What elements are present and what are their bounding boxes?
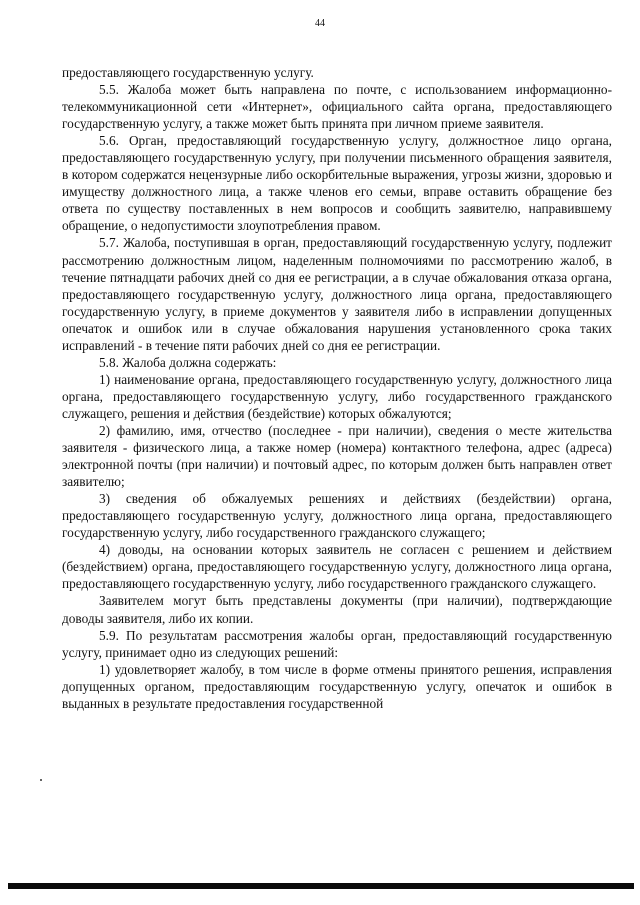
paragraph-5-8: 5.8. Жалоба должна содержать:	[99, 354, 277, 370]
bottom-scan-rule	[8, 883, 634, 889]
paragraph-5-7: 5.7. Жалоба, поступившая в орган, предоставляющий государственную услугу, подлежит рассмотрению должностным лицом, наделенным полномочиями по рассмотрению жалоб, в течение пятнадцати рабочих дней со дня ее регистрации, а в случае обжалования отказа органа, предоставляющего государственную услугу, должностного лица органа, предоставляющего государственную услугу, в приеме документов у заявителя либо в исправлении допущенных опечаток и ошибок или в случае обжалования нарушения установленного срока таких исправлений - в течение пяти рабочих дней со дня ее регистрации.	[62, 235, 612, 353]
paragraph-5-8-item-1: 1) наименование органа, предоставляющего государственную услугу, должностного лица органа, предоставляющего государственную услугу, либо государственного гражданского служащего, решения и действия (бездействие) которых обжалуются;	[62, 371, 612, 421]
paragraph-5-6: 5.6. Орган, предоставляющий государственную услугу, должностное лицо органа, предоставляющего государственную услугу, при получении письменного обращения заявителя, в котором содержатся нецензурные либо оскорбительные выражения, угрозы жизни, здоровью и имуществу должностного лица, а также членов его семьи, вправе оставить обращение без ответа по существу поставленных в нем вопросов и сообщить заявителю, направившему обращение, о недопустимости злоупотребления правом.	[62, 133, 612, 234]
paragraph-5-8-item-3: 3) сведения об обжалуемых решениях и действиях (бездействии) органа, предоставляющего государственную услугу, должностного лица органа, предоставляющего государственную услугу, либо государственного гражданского служащего;	[62, 491, 612, 541]
document-body	[62, 64, 612, 712]
paragraph-5-9-item-1: 1) удовлетворяет жалобу, в том числе в форме отмены принятого решения, исправления допущенных органом, предоставляющим государственную услугу, опечаток и ошибок в выданных в результате предоставления государственной	[62, 661, 612, 711]
paragraph-5-9: 5.9. По результатам рассмотрения жалобы орган, предоставляющий государственную услугу, принимает одно из следующих решений:	[62, 627, 612, 660]
paragraph-5-5: 5.5. Жалоба может быть направлена по почте, с использованием информационно-телекоммуникационной сети «Интернет», официального сайта органа, предоставляющего государственную услугу, а также может быть принята при личном приеме заявителя.	[62, 82, 612, 132]
paragraph-supporting-documents: Заявителем могут быть представлены документы (при наличии), подтверждающие доводы заявителя, либо их копии.	[62, 593, 612, 626]
paragraph-continuation: предоставляющего государственную услугу.	[62, 65, 314, 80]
paragraph-5-8-item-2: 2) фамилию, имя, отчество (последнее - при наличии), сведения о месте жительства заявителя - физического лица, а также номер (номера) контактного телефона, адрес (адреса) электронной почты (при наличии) и почтовый адрес, по которым должен быть направлен ответ заявителю;	[62, 422, 612, 490]
paragraph-5-8-item-4: 4) доводы, на основании которых заявитель не согласен с решением и действием (бездействием) органа, предоставляющего государственную услугу, должностного лица органа, предоставляющего государственную услугу, либо государственного гражданского служащего.	[62, 542, 612, 592]
page-number: 44	[315, 18, 325, 29]
margin-speck	[40, 779, 42, 781]
